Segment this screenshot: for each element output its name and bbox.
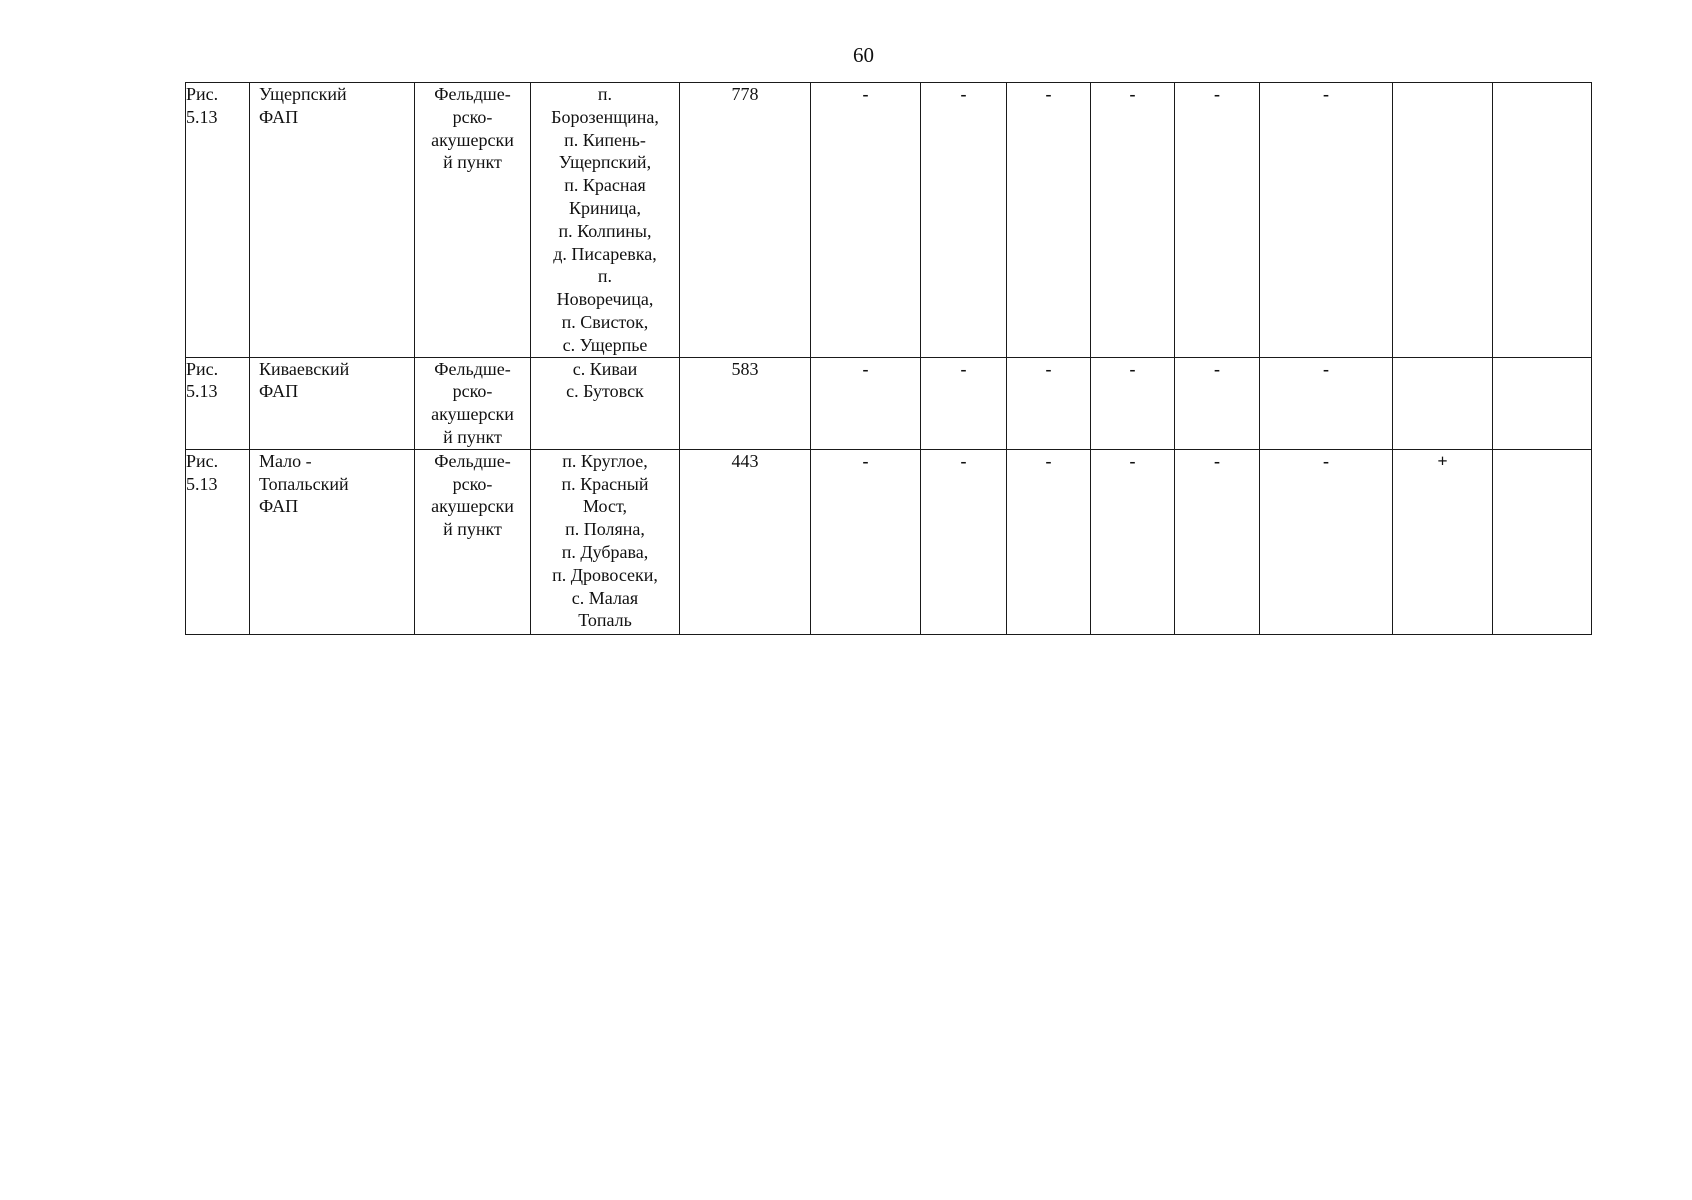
population-cell: 778 [680,83,811,358]
mark-cell: - [811,357,921,449]
table-row [186,357,1592,449]
facility-type-cell: Фельдше- рско- акушерски й пункт [415,83,531,358]
mark-cell [1493,449,1592,634]
mark-cell: - [1091,83,1175,358]
population-cell: 443 [680,449,811,634]
mark-cell: - [1260,449,1393,634]
table-row [186,83,1592,358]
settlements-cell: с. Киваи с. Бутовск [531,357,680,449]
mark-cell [1493,83,1592,358]
mark-cell: - [811,83,921,358]
page-number: 60 [853,43,874,67]
mark-cell: - [1260,357,1393,449]
table-row [186,449,1592,634]
mark-cell: - [1091,357,1175,449]
facility-type-cell: Фельдше- рско- акушерски й пункт [415,449,531,634]
mark-cell: - [1175,83,1260,358]
mark-cell: - [811,449,921,634]
mark-cell: - [1175,357,1260,449]
figure-ref-cell: Рис. 5.13 [186,449,250,634]
figure-ref-cell: Рис. 5.13 [186,357,250,449]
mark-cell: - [1260,83,1393,358]
figure-ref-cell: Рис. 5.13 [186,83,250,358]
mark-cell: - [1007,83,1091,358]
facility-name-cell: Ущерпский ФАП [250,83,415,358]
population-cell: 583 [680,357,811,449]
mark-cell: + [1393,449,1493,634]
facilities-table [185,82,1592,635]
mark-cell: - [921,357,1007,449]
mark-cell: - [1007,357,1091,449]
mark-cell: - [1175,449,1260,634]
mark-cell [1393,357,1493,449]
mark-cell [1493,357,1592,449]
settlements-cell: п. Борозенщина, п. Кипень- Ущерпский, п. Красная Криница, п. Колпины, д. Писаревка, п. Новоречица, п. Свисток, с. Ущерпье [531,83,680,358]
mark-cell: - [921,449,1007,634]
facility-type-cell: Фельдше- рско- акушерски й пункт [415,357,531,449]
settlements-cell: п. Круглое, п. Красный Мост, п. Поляна, п. Дубрава, п. Дровосеки, с. Малая Топаль [531,449,680,634]
mark-cell: - [1091,449,1175,634]
mark-cell [1393,83,1493,358]
mark-cell: - [921,83,1007,358]
facility-name-cell: Киваевский ФАП [250,357,415,449]
facility-name-cell: Мало - Топальский ФАП [250,449,415,634]
mark-cell: - [1007,449,1091,634]
